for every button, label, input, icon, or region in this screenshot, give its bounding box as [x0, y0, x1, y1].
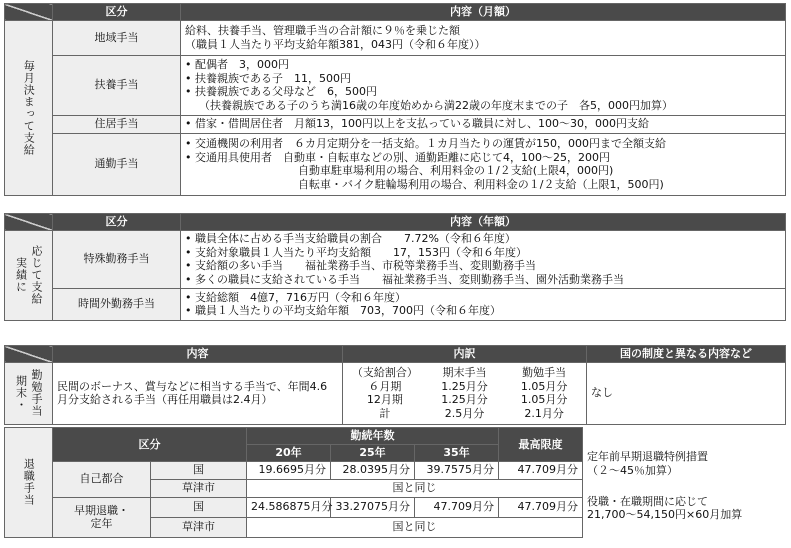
group-early-retirement: 早期退職・ 定年 — [53, 497, 151, 537]
performance-allowance-table — [4, 213, 786, 321]
entity-kusatsu: 草津市 — [151, 517, 247, 537]
header-35y: 35年 — [415, 445, 499, 462]
header-kubun: 区分 — [53, 4, 181, 21]
group-self: 自己都合 — [53, 461, 151, 497]
breakdown-grid: （支給割合） 期末手当 勤勉手当 ６月期 1.25月分 1.05月分 12月期 1.25月分 1.05月分 計 2.5月分 2.1月分 — [351, 366, 568, 420]
header-naiyou: 内容（年額） — [181, 214, 786, 231]
side-label-monthly: 毎月決まって支給 — [5, 20, 53, 195]
bonus-table — [4, 345, 786, 425]
header-uchiwake: 内訳 — [343, 346, 587, 363]
header-naiyou: 内容 — [53, 346, 343, 363]
monthly-allowance-table — [4, 3, 786, 196]
side-label-retirement: 退職手当 — [5, 428, 53, 538]
header-naiyou: 内容（月額） — [181, 4, 786, 21]
row-name: 扶養手当 — [53, 55, 181, 115]
row-name: 特殊勤務手当 — [53, 230, 181, 288]
bonus-content: 民間のボーナス、賞与などに相当する手当で、年間4.6月分支給される手当（再任用職員は2.4月） — [53, 362, 343, 424]
bonus-kuni-diff: なし — [587, 362, 786, 424]
header-20y: 20年 — [247, 445, 331, 462]
header-kuni-diff: 国の制度と異なる内容など — [587, 346, 786, 363]
entity-kuni: 国 — [151, 461, 247, 479]
row-name: 通勤手当 — [53, 133, 181, 195]
row-name: 時間外勤務手当 — [53, 288, 181, 320]
header-years: 勤続年数 — [247, 428, 499, 445]
row-content: • 職員全体に占める手当支給職員の割合 7.72%（令和６年度） • 支給対象職員１人当たり平均支給額 17，153円（令和６年度） • 支給額の多い手当 福祉業務手当、市税等業務手当、変則勤務手当 • 多くの職員に支給されている手当 福祉業務手当、変則勤務手当、園外活動業務手当 — [181, 230, 786, 288]
header-kubun: 区分 — [53, 214, 181, 231]
row-content: • 配偶者 3，000円 • 扶養親族である子 11，500円 • 扶養親族である父母など 6，500円 （扶養親族である子のうち満16歳の年度始めから満22歳の年度末までの子 各5，000円加算） — [181, 55, 786, 115]
corner-cell — [5, 214, 53, 231]
corner-cell — [5, 346, 53, 363]
row-name: 住居手当 — [53, 115, 181, 133]
bonus-breakdown — [343, 362, 587, 424]
side-label-performance: 実績に 応じて支給 — [5, 230, 53, 320]
row-content: • 交通機関の利用者 ６カ月定期分を一括支給。１カ月当たりの運賃が150，000円まで全額支給 • 交通用具使用者 自動車・自転車などの別、通勤距離に応じて4，100～25，200円 自動車駐車場利用の場合、利用料金の１/２支給(上限4，000円) 自転車・バイク駐輪場利用の場合、利用料金の１/２支給（上限1，500円) — [181, 133, 786, 195]
entity-kuni: 国 — [151, 497, 247, 517]
entity-kusatsu: 草津市 — [151, 479, 247, 497]
header-25y: 25年 — [331, 445, 415, 462]
row-name: 地域手当 — [53, 20, 181, 55]
side-label-bonus: 期末・ 勤勉手当 — [5, 362, 53, 424]
note-position-tenure: 役職・在職期間に応じて 21,700～54,150円×60月加算 — [583, 479, 786, 537]
header-max: 最高限度 — [499, 428, 583, 462]
corner-cell — [5, 4, 53, 21]
row-content: • 支給総額 4億7，716万円（令和６年度） • 職員１人当たりの平均支給年額 703，700円（令和６年度） — [181, 288, 786, 320]
note-early-retirement: 定年前早期退職特例措置 （２～45％加算） — [583, 428, 786, 480]
header-kubun: 区分 — [53, 428, 247, 462]
retirement-table: 退職手当 区分 勤続年数 最高限度 定年前早期退職特例措置 （２～45％加算） 20年 25年 35年 自己都合 国 19.6695月分 28.0395月分 39.7575月分 47.709月分 草津市 国と同じ 役職・在職期間に応じて 21,700～54,150円×60月加算 早期退職・ 定年 国 24.586875月分 33.27075月分 47.709月分 47.709月分 草津市 国と同じ — [4, 427, 786, 538]
row-content: 給料、扶養手当、管理職手当の合計額に９％を乗じた額 （職員１人当たり平均支給年額381，043円（令和６年度）） — [181, 20, 786, 55]
row-content: • 借家・借間居住者 月額13，100円以上を支払っている職員に対し、100～30，000円支給 — [181, 115, 786, 133]
